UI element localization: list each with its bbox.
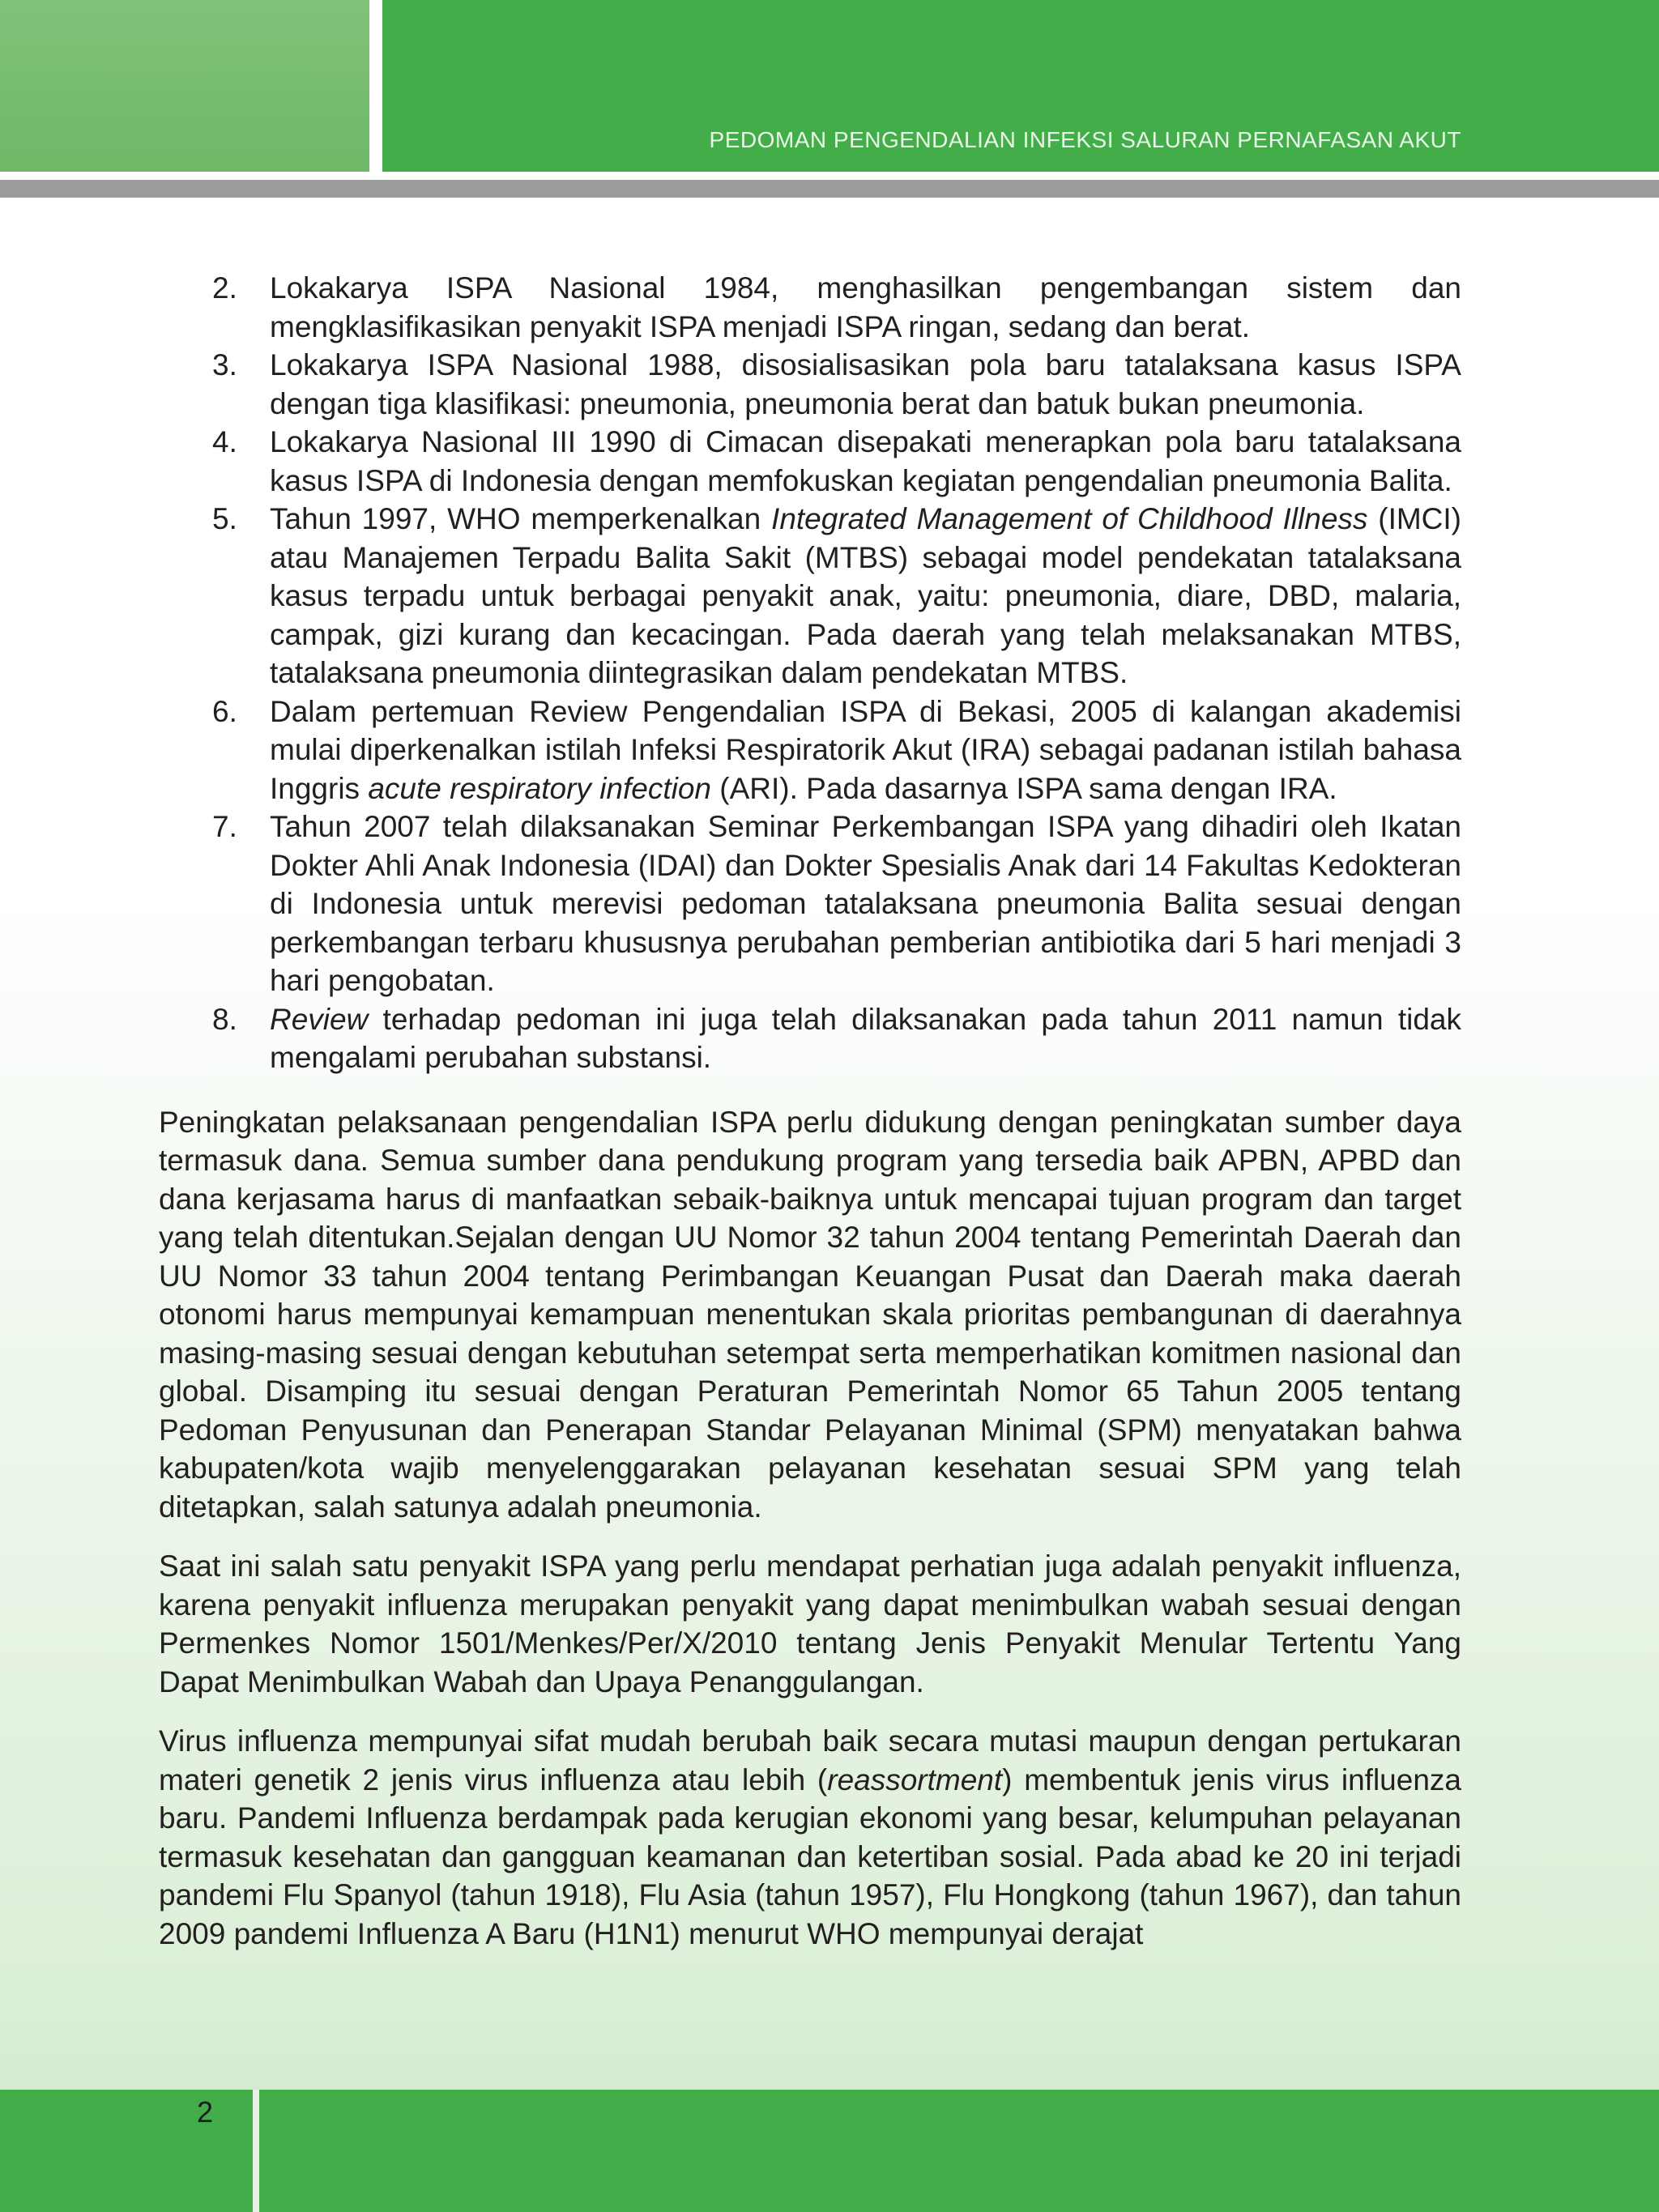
list-item: 5. Tahun 1997, WHO memperkenalkan Integrated Management of Childhood Illness (IMCI) atau Manajemen Terpadu Balita Sakit (MTBS) sebagai model pendekatan tatalaksana kasus terpadu untuk berbagai penyakit anak, yaitu: pneumonia, diare, DBD, malaria, campak, gizi kurang dan kecacingan. Pada daerah yang telah melaksanakan MTBS, tatalaksana pneumonia diintegrasikan dalam pendekatan MTBS. [212,502,1462,689]
page-number: 2 [197,2095,214,2129]
footer-band [0,2090,1659,2212]
footer-divider [253,2090,259,2212]
list-item: 6. Dalam pertemuan Review Pengendalian ISPA di Bekasi, 2005 di kalangan akademisi mulai diperkenalkan istilah Infeksi Respiratorik Akut (IRA) sebagai padanan istilah bahasa Inggris acute respiratory infection (ARI). Pada dasarnya ISPA sama dengan IRA. [212,694,1461,805]
list-item: 2. Lokakarya ISPA Nasional 1984, menghasilkan pengembangan sistem dan mengklasifikasikan penyakit ISPA menjadi ISPA ringan, sedang dan berat. [212,271,1461,343]
paragraph: Saat ini salah satu penyakit ISPA yang perlu mendapat perhatian juga adalah penyakit influenza, karena penyakit influenza merupakan penyakit yang dapat menimbulkan wabah sesuai dengan Permenkes Nomor 1501/Menkes/Per/X/2010 tentang Jenis Penyakit Menular Tertentu Yang Dapat Menimbulkan Wabah dan Upaya Penanggulangan. [159,1549,1461,1698]
history-list [159,269,1461,1077]
header-gap [369,0,376,172]
list-item: 4. Lokakarya Nasional III 1990 di Cimacan disepakati menerapkan pola baru tatalaksana kasus ISPA di Indonesia dengan memfokuskan kegiatan pengendalian pneumonia Balita. [212,425,1461,497]
header-band-left [0,0,369,172]
page-body [159,269,1461,1953]
list-item: 3. Lokakarya ISPA Nasional 1988, disosialisasikan pola baru tatalaksana kasus ISPA dengan tiga klasifikasi: pneumonia, pneumonia berat dan batuk bukan pneumonia. [212,348,1461,420]
list-item: 8. Review terhadap pedoman ini juga telah dilaksanakan pada tahun 2011 namun tidak mengalami perubahan substansi. [212,1002,1461,1074]
paragraph: Peningkatan pelaksanaan pengendalian ISPA perlu didukung dengan peningkatan sumber daya termasuk dana. Semua sumber dana pendukung program yang tersedia baik APBN, APBD dan dana kerjasama harus di manfaatkan sebaik-baiknya untuk mencapai tujuan program dan target yang telah ditentukan.Sejalan dengan UU Nomor 32 tahun 2004 tentang Pemerintah Daerah dan UU Nomor 33 tahun 2004 tentang Perimbangan Keuangan Pusat dan Daerah maka daerah otonomi harus mempunyai kemampuan menentukan skala prioritas pembangunan di daerahnya masing-masing sesuai dengan kebutuhan setempat serta memperhatikan komitmen nasional dan global. Disamping itu sesuai dengan Peraturan Pemerintah Nomor 65 Tahun 2005 tentang Pedoman Penyusunan dan Penerapan Standar Pelayanan Minimal (SPM) menyatakan bahwa kabupaten/kota wajib menyelenggarakan pelayanan kesehatan sesuai SPM yang telah ditetapkan, salah satunya adalah pneumonia. [159,1105,1461,1524]
list-item: 7. Tahun 2007 telah dilaksanakan Seminar Perkembangan ISPA yang dihadiri oleh Ikatan Dokter Ahli Anak Indonesia (IDAI) dan Dokter Spesialis Anak dari 14 Fakultas Kedokteran di Indonesia untuk merevisi pedoman tatalaksana pneumonia Balita sesuai dengan perkembangan terbaru khususnya perubahan pemberian antibiotika dari 5 hari menjadi 3 hari pengobatan. [212,810,1461,997]
paragraph: Virus influenza mempunyai sifat mudah berubah baik secara mutasi maupun dengan pertukaran materi genetik 2 jenis virus influenza atau lebih (reassortment) membentuk jenis virus influenza baru. Pandemi Influenza berdampak pada kerugian ekonomi yang besar, kelumpuhan pelayanan termasuk kesehatan dan gangguan keamanan dan ketertiban sosial. Pada abad ke 20 ini terjadi pandemi Flu Spanyol (tahun 1918), Flu Asia (tahun 1957), Flu Hongkong (tahun 1967), dan tahun 2009 pandemi Influenza A Baru (H1N1) menurut WHO mempunyai derajat [159,1724,1461,1950]
header-rule [0,180,1659,198]
running-header-title: PEDOMAN PENGENDALIAN INFEKSI SALURAN PERNAFASAN AKUT [709,127,1461,152]
